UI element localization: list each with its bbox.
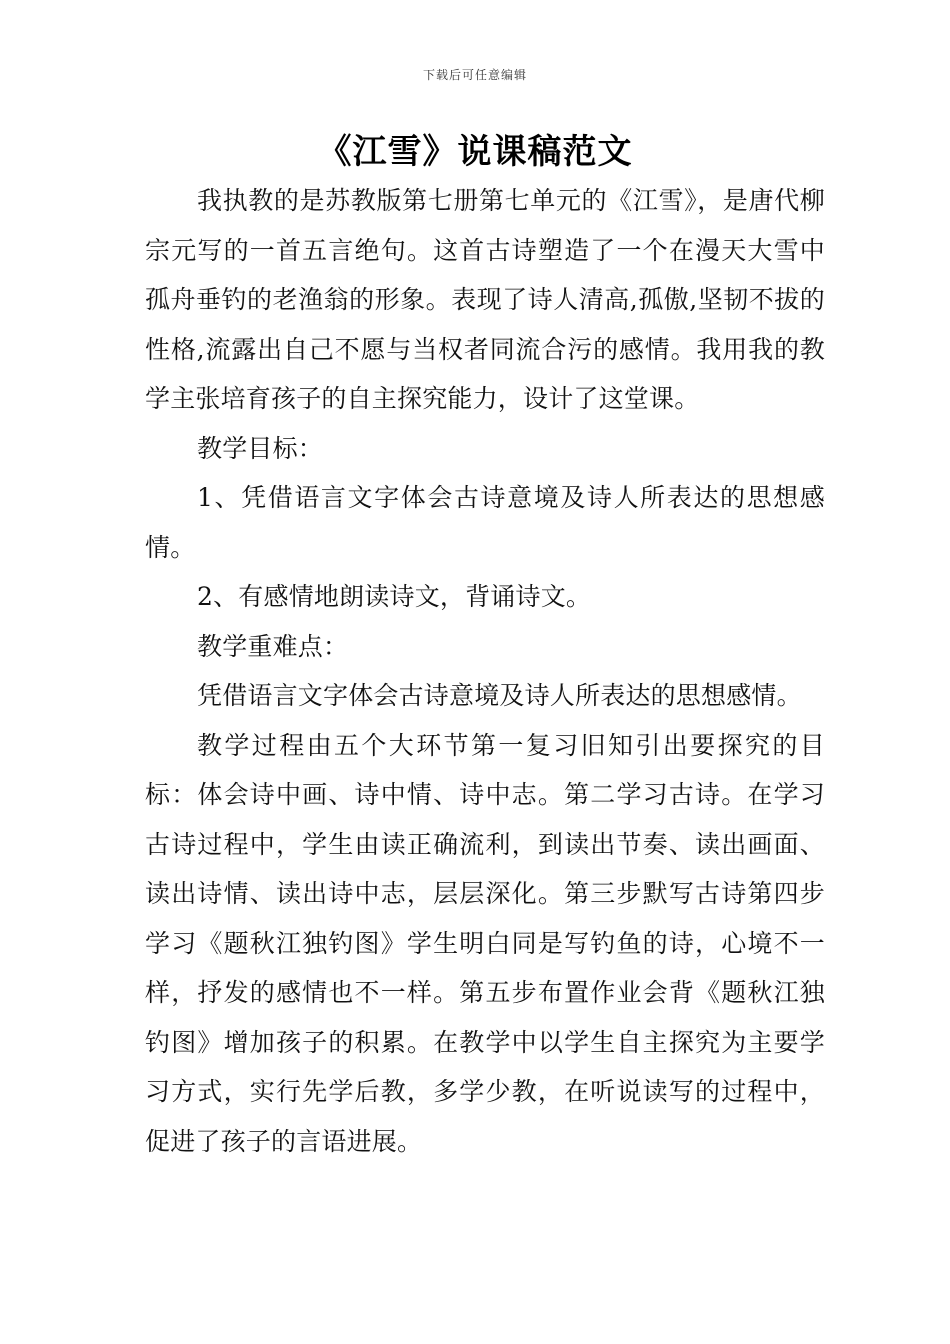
paragraph-objective-2: 2、有感情地朗读诗文，背诵诗文。 (197, 582, 592, 611)
paragraph-objective-1: 1、凭借语言文字体会古诗意境及诗人所表达的思想感情。 (145, 483, 825, 562)
paragraph-process: 教学过程由五个大环节第一复习旧知引出要探究的目标：体会诗中画、诗中情、诗中志。第二学习古诗。在学习古诗过程中，学生由读正确流利，到读出节奏、读出画面、读出诗情、读出诗中志，层层深化。第三步默写古诗第四步学习《题秋江独钓图》学生明白同是写钓鱼的诗，心境不一样，抒发的感情也不一样。第五步布置作业会背《题秋江独钓图》增加孩子的积累。在教学中以学生自主探究为主要学习方式，实行先学后教，多学少教，在听说读写的过程中，促进了孩子的言语进展。 (145, 730, 825, 1156)
header-note: 下载后可任意编辑 (422, 68, 527, 82)
paragraph-key-points-heading: 教学重难点： (197, 631, 349, 661)
document-title: 《江雪》说课稿范文 (317, 132, 633, 172)
document-body (145, 176, 825, 1166)
paragraph-key-point: 凭借语言文字体会古诗意境及诗人所表达的思想感情。 (197, 681, 802, 710)
paragraph-objectives-heading: 教学目标： (197, 433, 324, 463)
paragraph-intro: 我执教的是苏教版第七册第七单元的《江雪》，是唐代柳宗元写的一首五言绝句。这首古诗塑造了一个在漫天大雪中孤舟垂钓的老渔翁的形象。表现了诗人清高,孤傲,坚韧不拔的性格,流露出自己不愿与当权者同流合污的感情。我用我的教学主张培育孩子的自主探究能力，设计了这堂课。 (145, 186, 825, 413)
